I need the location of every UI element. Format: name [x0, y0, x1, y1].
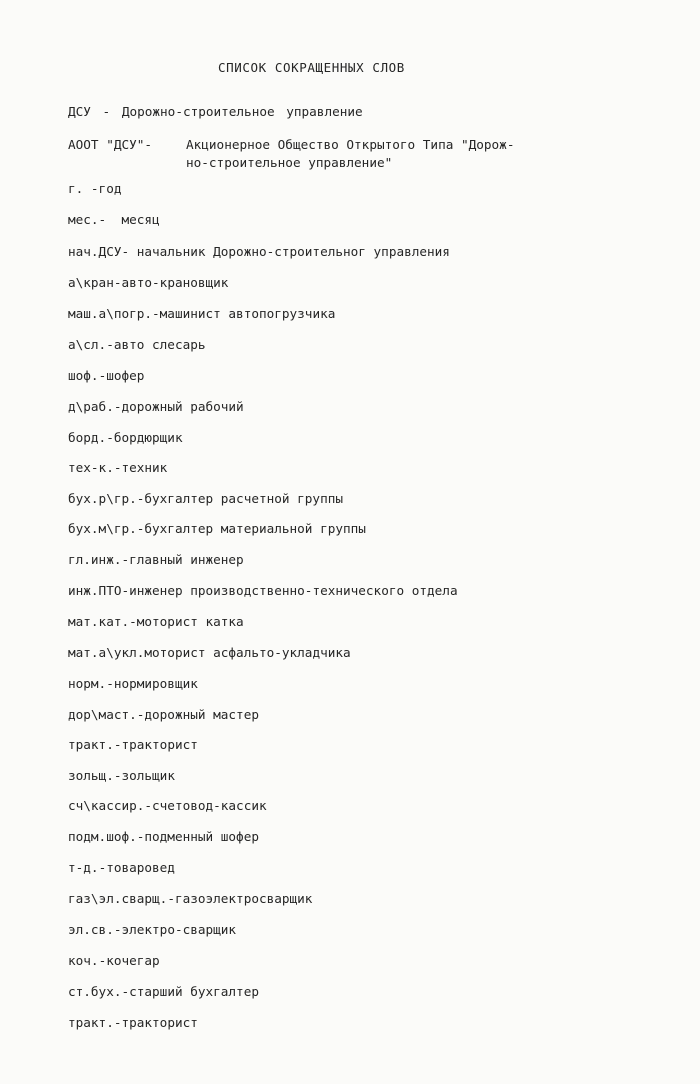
abbreviation: шоф.	[68, 368, 99, 383]
definition: -моторист катка	[129, 614, 244, 629]
abbreviation: инж.ПТО	[68, 583, 122, 598]
abbreviation: подм.шоф.	[68, 829, 137, 844]
list-item	[68, 429, 183, 447]
list-item	[68, 582, 458, 600]
definition: -бухгалтер материальной группы	[136, 521, 366, 536]
abbreviation: тракт.	[68, 737, 114, 752]
list-item	[68, 274, 228, 292]
definition: -шофер	[98, 368, 145, 383]
abbreviation: тракт.	[68, 1015, 114, 1030]
list-item	[68, 859, 175, 877]
definition: -бордюрщик	[106, 430, 183, 445]
definition: -машинист автопогрузчика	[152, 306, 336, 321]
definition: -зольщик	[113, 768, 175, 783]
list-item	[68, 398, 244, 416]
list-item	[68, 367, 144, 385]
abbreviation: норм.	[68, 676, 107, 691]
abbreviation: т-д.	[68, 860, 99, 875]
list-item	[68, 180, 121, 198]
list-item	[68, 890, 312, 908]
abbreviation: борд.	[68, 430, 107, 445]
list-item	[68, 706, 259, 724]
abbreviation: мат.а\укл.	[68, 645, 145, 660]
list-item	[68, 520, 366, 538]
list-item	[68, 136, 514, 172]
abbreviation: а\сл.	[68, 337, 107, 352]
list-item	[68, 983, 259, 1001]
definition: -инженер производственно-технического отдела	[121, 583, 458, 598]
definition: -главный инженер	[121, 552, 244, 567]
abbreviation: ДСУ -	[68, 104, 111, 119]
definition: -счетовод-кассик	[144, 798, 267, 813]
list-item	[68, 336, 206, 354]
abbreviation: гл.инж.	[68, 552, 122, 567]
definition: -подменный шофер	[136, 829, 259, 844]
definition: -тракторист	[113, 1015, 198, 1030]
list-item	[68, 103, 363, 121]
list-item	[68, 675, 198, 693]
definition: -кочегар	[98, 953, 160, 968]
abbreviation: д\раб.	[68, 399, 114, 414]
list-item	[68, 736, 198, 754]
abbreviation: тех-к.	[68, 460, 114, 475]
list-item	[68, 490, 343, 508]
abbreviation: мат.кат.	[68, 614, 130, 629]
definition: -бухгалтер расчетной группы	[136, 491, 343, 506]
list-item	[68, 767, 175, 785]
definition: -электро-сварщик	[113, 922, 237, 937]
abbreviation: зольщ.	[68, 768, 114, 783]
definition: Акционерное Общество Открытого Типа "Дорож- но-строительное управление"	[186, 137, 515, 170]
abbreviation: сч\кассир.	[68, 798, 145, 813]
abbreviation: бух.м\гр.	[68, 521, 137, 536]
list-item	[68, 243, 450, 261]
list-item	[68, 797, 267, 815]
definition: -дорожный мастер	[136, 707, 259, 722]
abbreviation: ст.бух.	[68, 984, 122, 999]
abbreviation: маш.а\погр.	[68, 306, 153, 321]
list-item	[68, 952, 160, 970]
list-item	[68, 828, 259, 846]
abbreviation: газ\эл.сварщ.	[68, 891, 168, 906]
abbreviation: а\кран	[68, 275, 114, 290]
definition: -тракторист	[113, 737, 198, 752]
definition: -нормировщик	[106, 676, 198, 691]
abbreviation: АООТ "ДСУ"-	[68, 137, 153, 152]
definition: -старший бухгалтер	[121, 984, 259, 999]
abbreviation: нач.ДСУ-	[68, 244, 130, 259]
definition: -авто-крановщик	[113, 275, 229, 290]
page-title: СПИСОК СОКРАЩЕННЫХ СЛОВ	[218, 60, 405, 75]
abbreviation: эл.св.	[68, 922, 114, 937]
list-item	[68, 613, 244, 631]
definition: -год	[90, 181, 122, 196]
list-item	[68, 305, 335, 323]
definition: -товаровед	[98, 860, 175, 875]
list-item	[68, 1014, 198, 1032]
list-item	[68, 644, 351, 662]
definition: -газоэлектросварщик	[167, 891, 313, 906]
abbreviation: бух.р\гр.	[68, 491, 137, 506]
definition: -техник	[113, 460, 168, 475]
definition: -авто слесарь	[106, 337, 206, 352]
definition: -дорожный рабочий	[113, 399, 244, 414]
list-item	[68, 551, 244, 569]
definition: Дорожно-строительное управление	[121, 104, 363, 119]
abbreviation: дор\маст.	[68, 707, 137, 722]
list-item	[68, 211, 160, 229]
definition: моторист асфальто-укладчика	[144, 645, 351, 660]
list-item	[68, 459, 167, 477]
definition: месяц	[121, 212, 160, 227]
definition: начальник Дорожно-строительног управления	[136, 244, 450, 259]
abbreviation: коч.	[68, 953, 99, 968]
abbreviation: г.	[68, 181, 84, 196]
abbreviation: мес.-	[68, 212, 107, 227]
list-item	[68, 921, 236, 939]
